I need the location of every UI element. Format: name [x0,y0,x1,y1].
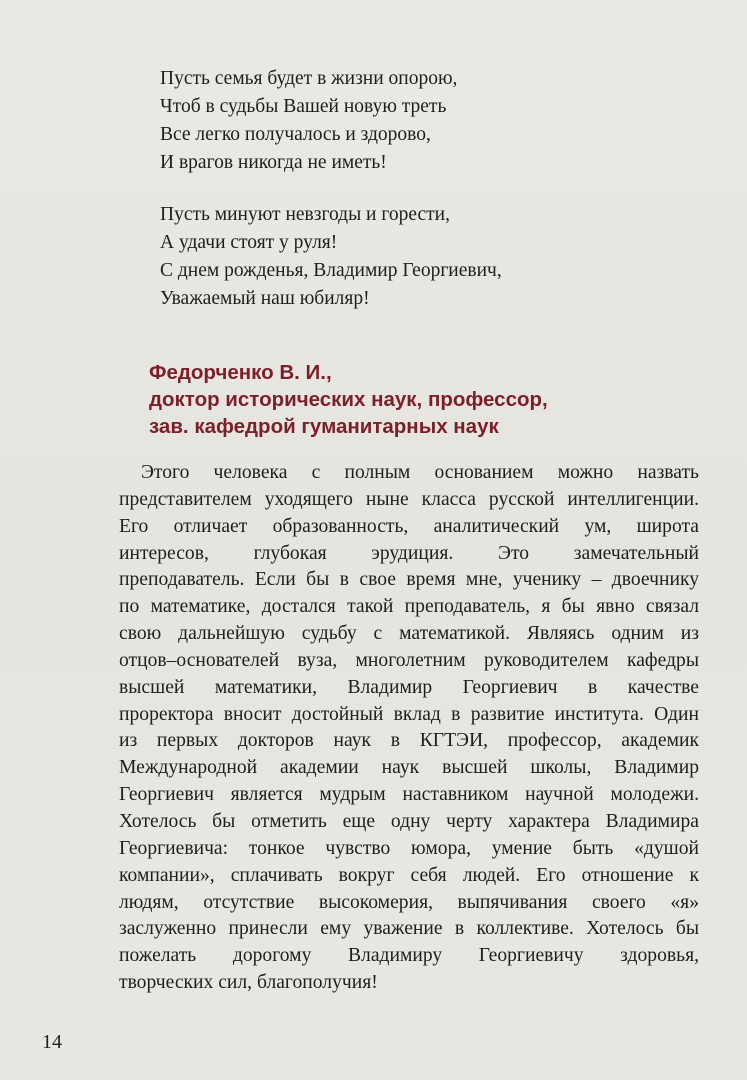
paragraph-line: по математике, достался такой преподаватель, я бы явно связал [119,596,699,618]
poem-line: Чтоб в судьбы Вашей новую треть [160,96,447,117]
paragraph-line: творческих сил, благополучия! [119,972,378,994]
paragraph-line: Его отличает образованность, аналитический ум, широта [119,515,699,537]
section-heading [149,359,669,440]
paragraph-line: людям, отсутствие высокомерия, выпячивания своего «я» [119,891,699,913]
paragraph-line: свою дальнейшую судьбу с математикой. Являясь одним из [119,623,699,645]
paragraph-line: Международной академии наук высшей школы, Владимир [119,757,699,779]
paragraph-line: представителем уходящего ныне класса русской интеллигенции. [119,488,699,510]
page-number: 14 [42,1031,62,1053]
paragraph-line: преподаватель. Если бы в свое время мне, ученику – двоечнику [119,569,699,591]
paragraph-line: Георгиевич является мудрым наставником научной молодежи. [119,784,699,806]
paragraph-line: компании», сплачивать вокруг себя людей. Его отношение к [119,864,699,886]
paragraph-line: пожелать дорогому Владимиру Георгиевичу здоровья, [119,945,699,967]
paragraph-line: заслуженно принесли ему уважение в коллективе. Хотелось бы [119,918,699,940]
poem-line: Все легко получалось и здорово, [160,124,431,145]
paragraph-line: интересов, глубокая эрудиция. Это замечательный [119,542,699,564]
paragraph-line: Георгиевича: тонкое чувство юмора, умение быть «душой [119,837,699,859]
author-name: Федорченко В. И., [149,361,332,384]
paragraph-line: Этого человека с полным основанием можно назвать [141,462,699,483]
poem-stanza-1 [160,65,630,177]
poem-line: Пусть минуют невзгоды и горести, [160,204,450,225]
author-degree: доктор исторических наук, профессор, [149,388,548,411]
poem-line: Пусть семья будет в жизни опорою, [160,68,458,89]
poem-line: С днем рожденья, Владимир Георгиевич, [160,260,502,281]
poem-stanza-2 [160,201,630,313]
paragraph-line: отцов–основателей вуза, многолетним руководителем кафедры [119,649,699,671]
paragraph-line: из первых докторов наук в КГТЭИ, профессор, академик [119,730,699,752]
paragraph-line: проректора вносит достойный вклад в развитие института. Один [119,703,699,725]
paragraph-line: высшей математики, Владимир Георгиевич в качестве [119,676,699,698]
tribute-paragraph [119,460,699,997]
poem-line: А удачи стоят у руля! [160,232,338,253]
author-position: зав. кафедрой гуманитарных наук [149,415,499,438]
poem-line: Уважаемый наш юбиляр! [160,288,370,309]
poem-line: И врагов никогда не иметь! [160,152,387,173]
paragraph-line: Хотелось бы отметить еще одну черту характера Владимира [119,810,699,832]
